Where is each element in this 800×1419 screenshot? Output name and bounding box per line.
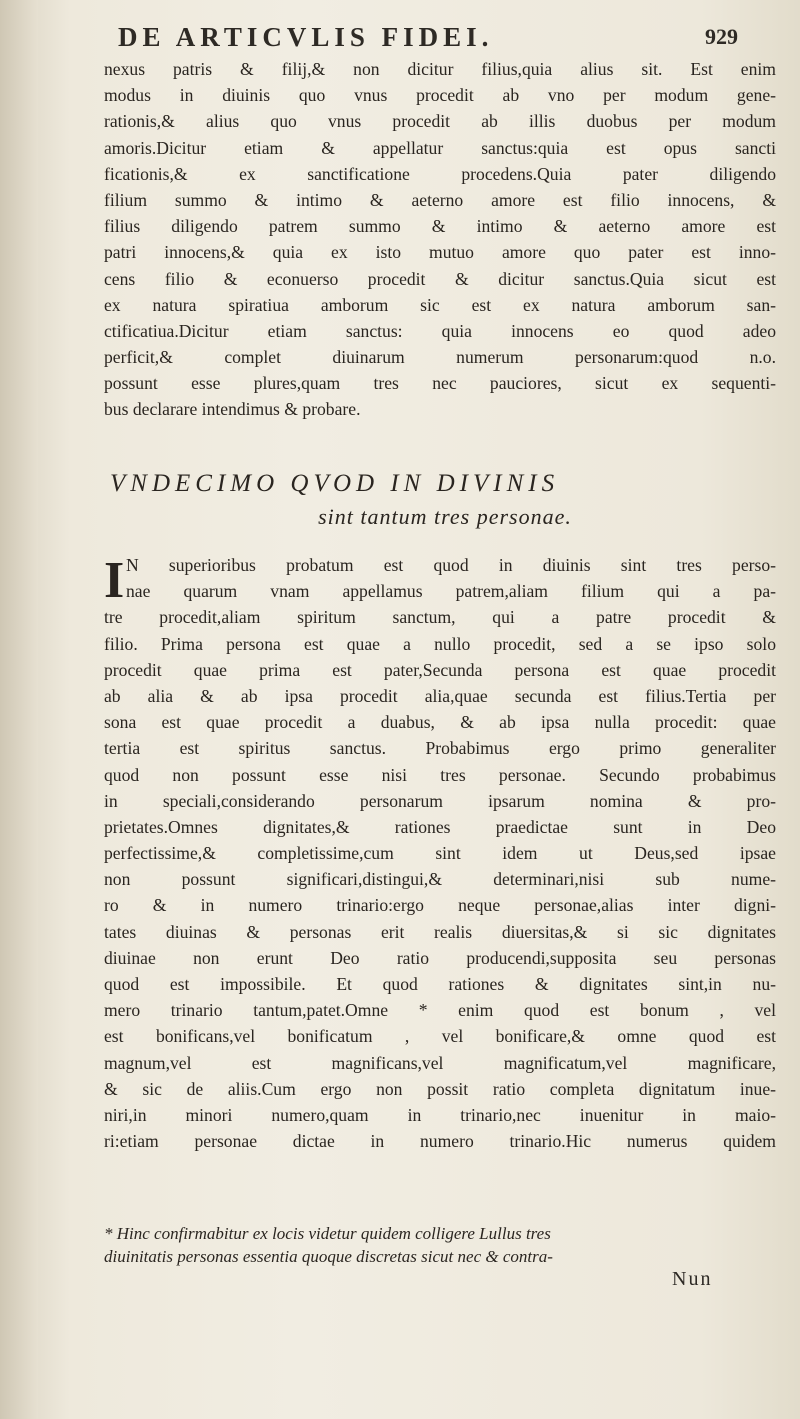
text-line: nae quarum vnam appellamus patrem,aliam filium qui a pa-	[126, 581, 776, 602]
text-line: diuinitatis personas essentia quoque discretas sicut nec & contra-	[104, 1247, 553, 1266]
text-line: modus in diuinis quo vnus procedit ab vno per modum gene-	[104, 85, 776, 106]
text-line: non possunt significari,distingui,& determinari,nisi sub nume-	[104, 869, 776, 890]
text-line: in speciali,considerando personarum ipsarum nomina & pro-	[104, 790, 776, 811]
text-line: & sic de aliis.Cum ergo non possit ratio completa dignitatum inue-	[104, 1078, 776, 1099]
catchword: Nun	[672, 1268, 713, 1290]
text-line: filius diligendo patrem summo & intimo & aeterno amore est	[104, 216, 776, 237]
main-paragraph	[104, 552, 776, 1154]
text-line: tre procedit,aliam spiritum sanctum, qui a patre procedit &	[104, 607, 776, 628]
text-line: sona est quae procedit a duabus, & ab ipsa nulla procedit: quae	[104, 712, 776, 733]
text-line: N superioribus probatum est quod in diuinis sint tres perso-	[126, 555, 776, 575]
page-gutter	[0, 0, 38, 1419]
text-line: rationis,& alius quo vnus procedit ab illis duobus per modum	[104, 111, 776, 132]
chapter-heading	[110, 470, 780, 530]
chapter-title: VNDECIMO QVOD IN DIVINIS	[110, 470, 560, 497]
text-line: prietates.Omnes dignitates,& rationes praedictae sunt in Deo	[104, 816, 776, 837]
text-line: ex natura spiratiua amborum sic est ex natura amborum san-	[104, 294, 776, 315]
text-line: niri,in minori numero,quam in trinario,nec inuenitur in maio-	[104, 1104, 776, 1125]
intro-paragraph	[104, 56, 776, 423]
drop-cap: I	[104, 552, 125, 609]
text-line: mero trinario tantum,patet.Omne * enim quod est bonum , vel	[104, 1000, 776, 1021]
text-line: cens filio & econuerso procedit & dicitur sanctus.Quia sicut est	[104, 268, 776, 289]
text-line: ctificatiua.Dicitur etiam sanctus: quia innocens eo quod adeo	[104, 320, 776, 341]
text-line: ri:etiam personae dictae in numero trinario.Hic numerus quidem	[104, 1131, 776, 1152]
text-line: tates diuinas & personas erit realis diuersitas,& si sic dignitates	[104, 921, 776, 942]
text-line: quod est impossibile. Et quod rationes & dignitates sint,in nu-	[104, 974, 776, 994]
footnote	[104, 1222, 764, 1268]
running-head	[118, 22, 738, 56]
text-line: bus declarare intendimus & probare.	[104, 399, 361, 420]
text-line: amoris.Dicitur etiam & appellatur sanctus:quia est opus sancti	[104, 137, 776, 158]
text-line: ficationis,& ex sanctificatione procedens.Quia pater diligendo	[104, 163, 776, 184]
text-line: * Hinc confirmabitur ex locis videtur quidem colligere Lullus tres	[104, 1224, 551, 1243]
chapter-subtitle: sint tantum tres personae.	[318, 504, 572, 529]
text-line: possunt esse plures,quam tres nec pauciores, sicut ex sequenti-	[104, 373, 776, 394]
text-line: perfectissime,& completissime,cum sint idem ut Deus,sed ipsae	[104, 843, 776, 864]
text-line: magnum,vel est magnificans,vel magnificatum,vel magnificare,	[104, 1052, 776, 1073]
text-line: ro & in numero trinario:ergo neque personae,alias inter digni-	[104, 895, 776, 916]
running-title: DE ARTICVLIS FIDEI.	[118, 22, 494, 52]
page-number: 929	[705, 24, 738, 49]
text-line: filium summo & intimo & aeterno amore est filio innocens, &	[104, 189, 776, 210]
text-line: nexus patris & filij,& non dicitur filius,quia alius sit. Est enim	[104, 59, 776, 79]
text-line: patri innocens,& quia ex isto mutuo amore quo pater est inno-	[104, 242, 776, 263]
text-line: procedit quae prima est pater,Secunda persona est quae procedit	[104, 659, 776, 680]
text-line: diuinae non erunt Deo ratio producendi,supposita seu personas	[104, 947, 776, 968]
text-line: filio. Prima persona est quae a nullo procedit, sed a se ipso solo	[104, 633, 776, 654]
text-line: ab alia & ab ipsa procedit alia,quae secunda est filius.Tertia per	[104, 685, 776, 706]
text-line: est bonificans,vel bonificatum , vel bonificare,& omne quod est	[104, 1026, 776, 1047]
text-line: tertia est spiritus sanctus. Probabimus ergo primo generaliter	[104, 738, 776, 759]
text-line: perficit,& complet diuinarum numerum personarum:quod n.o.	[104, 347, 776, 368]
text-line: quod non possunt esse nisi tres personae. Secundo probabimus	[104, 764, 776, 785]
